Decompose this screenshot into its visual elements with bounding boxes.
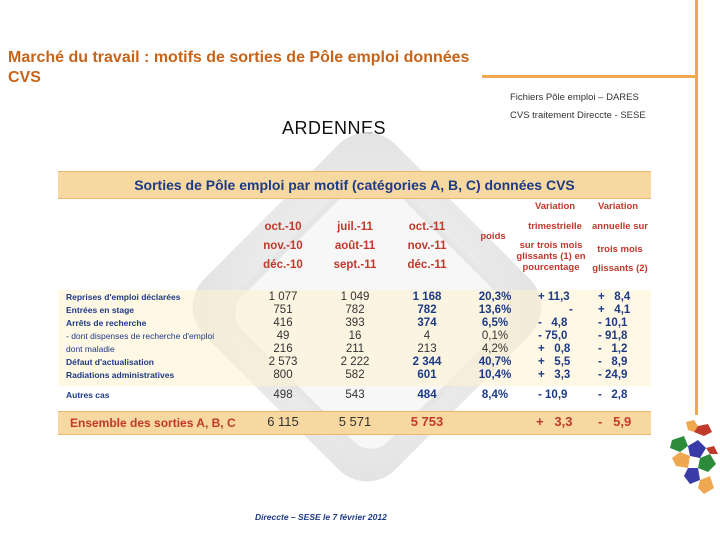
cell-var-quarterly: + 3,3 (538, 369, 571, 381)
table-row (58, 390, 651, 402)
row-label: Reprises d'emploi déclarées (66, 292, 181, 302)
decorative-line-horizontal (482, 75, 698, 78)
cell-weight: 6,5% (481, 317, 509, 329)
cell-var-annual: - 1,2 (598, 343, 628, 355)
source-line-1: Fichiers Pôle emploi – DARES (510, 92, 639, 103)
cell-var-annual: - 24,9 (598, 369, 628, 381)
cell-col1: 751 (273, 304, 293, 316)
table-row (58, 357, 651, 369)
cell-weight: 40,7% (478, 356, 512, 368)
cell-col1: 49 (276, 330, 290, 342)
cell-weight: 20,3% (478, 291, 512, 303)
page-title: Marché du travail : motifs de sorties de Pôle emploi données CVS (8, 49, 470, 86)
cell-col1: 800 (273, 369, 293, 381)
region-title: ARDENNES (282, 118, 387, 138)
table-banner: Sorties de Pôle emploi par motif (catégories A, B, C) données CVS (58, 171, 651, 199)
cell-var-annual: - 2,8 (598, 389, 628, 401)
cell-col3: 601 (417, 369, 437, 381)
variation-q-header: Variation (534, 201, 576, 212)
table-row (58, 331, 651, 343)
table-row (58, 344, 651, 356)
total-var-annual: - 5,9 (598, 414, 632, 429)
cell-var-quarterly: + 0,8 (538, 343, 571, 355)
table-row (58, 370, 651, 382)
cell-weight: 10,4% (478, 369, 512, 381)
col3-month1: oct.-11 (408, 221, 446, 233)
cell-var-annual: - 8,9 (598, 356, 628, 368)
cell-col3: 782 (417, 304, 437, 316)
table-row (58, 318, 651, 330)
col1-month2: nov.-10 (263, 240, 303, 252)
col3-month3: déc.-11 (407, 259, 447, 271)
cell-var-quarterly: + 5,5 (538, 356, 571, 368)
row-label: Autres cas (66, 390, 110, 400)
cell-weight: 4,2% (481, 343, 509, 355)
table-row (58, 305, 651, 317)
col2-month2: août-11 (334, 240, 376, 252)
table-row (58, 292, 651, 304)
cell-var-quarterly: - 75,0 (538, 330, 568, 342)
total-col1: 6 115 (267, 414, 299, 429)
row-label: Arrêts de recherche (66, 318, 147, 328)
region-map-icon (664, 418, 720, 498)
cell-var-quarterly: + 11,3 (538, 291, 570, 303)
cell-col3: 1 168 (412, 291, 442, 303)
cell-col2: 1 049 (340, 291, 370, 303)
cell-col3: 484 (417, 389, 437, 401)
cell-col3: 213 (417, 343, 437, 355)
cell-weight: 13,6% (478, 304, 512, 316)
weight-header: poids (480, 231, 506, 242)
cell-var-annual: - 10,1 (598, 317, 628, 329)
cell-var-quarterly: - (569, 304, 573, 316)
col3-month2: nov.-11 (407, 240, 447, 252)
cell-col2: 543 (345, 389, 365, 401)
cell-var-annual: - 91,8 (598, 330, 628, 342)
col1-month3: déc.-10 (263, 259, 303, 271)
variation-annual-label: annuelle sur (592, 221, 648, 232)
cell-weight: 0,1% (481, 330, 509, 342)
row-label: - dont dispenses de recherche d'emploi (66, 331, 215, 341)
cell-weight: 8,4% (481, 389, 509, 401)
cell-col2: 16 (348, 330, 362, 342)
cell-col3: 2 344 (412, 356, 442, 368)
cell-var-quarterly: - 4,8 (538, 317, 568, 329)
row-label: dont maladie (66, 344, 115, 354)
variation-a-header: Variation (597, 201, 639, 212)
cell-col1: 2 573 (268, 356, 298, 368)
variation-annual-sub: trois mois glissants (2) (592, 244, 648, 274)
total-var-quarterly: + 3,3 (536, 414, 573, 429)
total-label: Ensemble des sorties A, B, C (70, 416, 236, 430)
total-col2: 5 571 (338, 414, 372, 429)
cell-col2: 393 (345, 317, 365, 329)
cell-col1: 216 (273, 343, 293, 355)
col1-month1: oct.-10 (264, 221, 302, 233)
cell-col1: 1 077 (268, 291, 298, 303)
variation-quarterly-sub: sur trois mois glissants (1) en pourcentage (516, 240, 586, 273)
cell-var-annual: + 8,4 (598, 291, 631, 303)
row-label: Défaut d'actualisation (66, 357, 154, 367)
source-line-2: CVS traitement Direccte - SESE (510, 110, 646, 121)
total-row (58, 411, 651, 435)
footer-credit: Direccte – SESE le 7 février 2012 (255, 512, 387, 522)
decorative-line-vertical (695, 0, 698, 415)
cell-col2: 2 222 (340, 356, 370, 368)
col2-month3: sept.-11 (333, 259, 377, 271)
cell-col2: 582 (345, 369, 365, 381)
cell-col2: 782 (345, 304, 365, 316)
cell-var-quarterly: - 10,9 (538, 389, 568, 401)
cell-col3: 374 (417, 317, 437, 329)
variation-quarterly-label: trimestrielle (528, 221, 582, 232)
total-col3: 5 753 (410, 414, 444, 429)
cell-col2: 211 (345, 343, 365, 355)
row-label: Entrées en stage (66, 305, 135, 315)
col2-month1: juil.-11 (337, 221, 373, 233)
cell-var-annual: + 4,1 (598, 304, 631, 316)
cell-col3: 4 (423, 330, 431, 342)
row-label: Radiations administratives (66, 370, 175, 380)
cell-col1: 416 (273, 317, 293, 329)
cell-col1: 498 (273, 389, 293, 401)
